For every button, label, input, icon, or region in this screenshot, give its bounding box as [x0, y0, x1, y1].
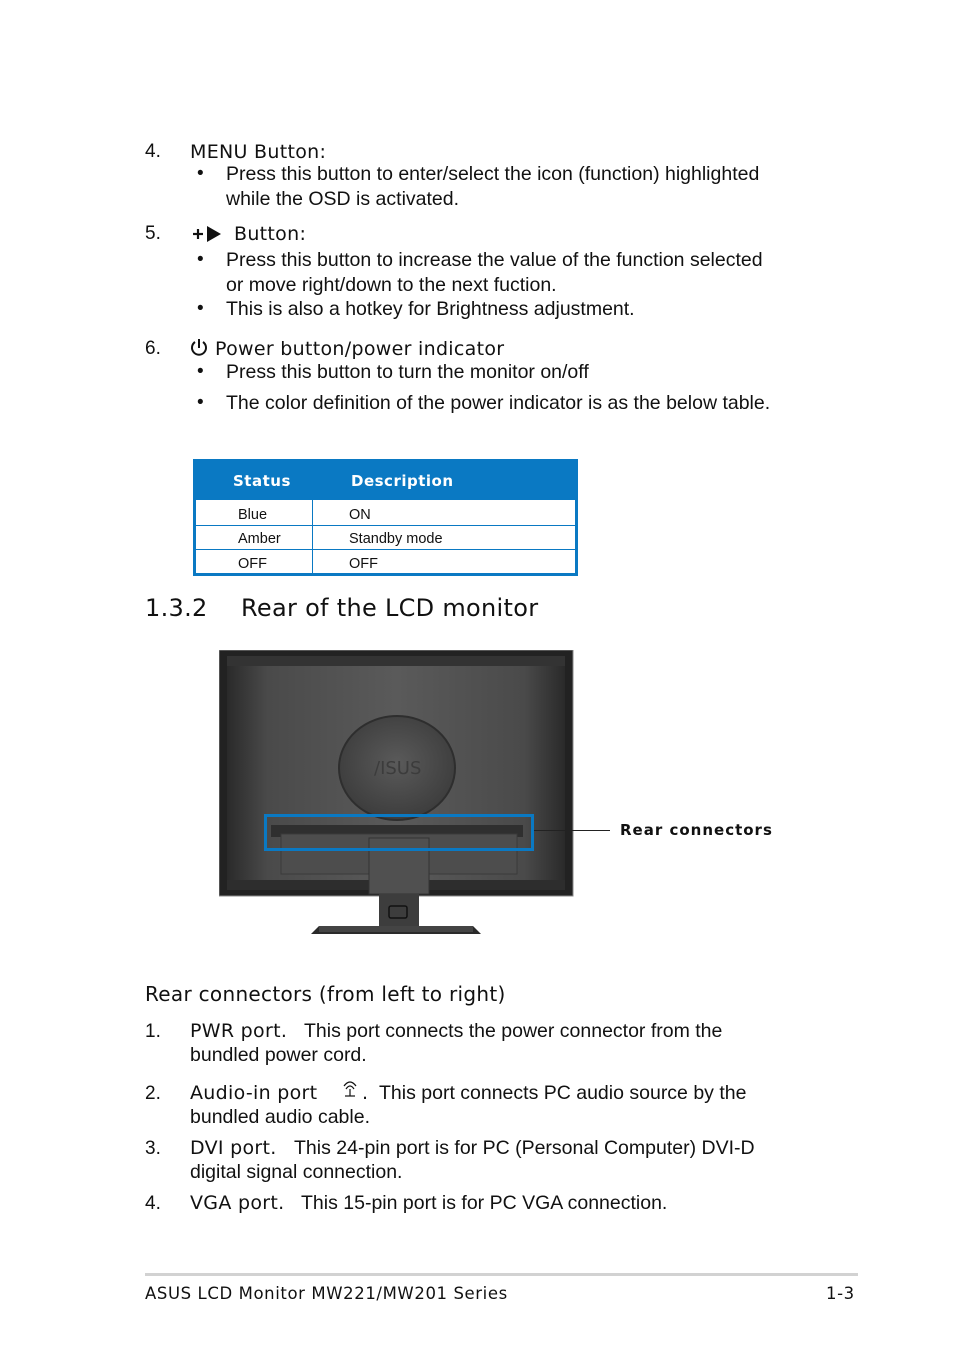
table-cell: Blue — [238, 507, 268, 523]
table-cell: OFF — [238, 556, 267, 572]
connector-name: DVI port. — [190, 1137, 277, 1159]
table-header-status: Status — [233, 472, 291, 490]
item-heading: Button: — [234, 223, 307, 245]
connector-name: VGA port. — [190, 1192, 285, 1214]
subsection-title: Rear connectors (from left to right) — [145, 982, 506, 1006]
table-divider — [312, 462, 313, 573]
bullet-text: while the OSD is activated. — [226, 188, 460, 210]
bullet-text: or move right/down to the next fuction. — [226, 274, 557, 296]
asus-logo: /ISUS — [374, 758, 422, 779]
item-number: 3. — [145, 1138, 161, 1159]
bullet-text: Press this button to turn the monitor on/off — [226, 361, 589, 383]
plus-arrow-icon — [190, 224, 230, 244]
table-cell: Amber — [238, 531, 281, 547]
bullet-dot: • — [197, 163, 204, 184]
table-cell: ON — [349, 507, 371, 523]
rear-connectors-highlight — [264, 814, 534, 851]
connector-name-suffix: . — [362, 1082, 369, 1104]
bullet-dot: • — [197, 361, 204, 382]
connector-desc: This port connects PC audio source by the — [379, 1082, 747, 1104]
connector-desc: This 15-pin port is for PC VGA connection. — [301, 1192, 668, 1214]
page-number: 1-3 — [826, 1284, 855, 1303]
item-number: 6. — [145, 338, 161, 359]
bullet-text: Press this button to enter/select the icon (function) highlighted — [226, 163, 760, 185]
connector-desc: bundled power cord. — [190, 1044, 367, 1066]
table-row-divider — [196, 525, 575, 526]
item-number: 2. — [145, 1083, 161, 1104]
table-header-description: Description — [351, 472, 454, 490]
connector-desc: bundled audio cable. — [190, 1106, 370, 1128]
section-number: 1.3.2 — [145, 594, 208, 622]
table-cell: OFF — [349, 556, 378, 572]
connector-name: Audio-in port — [190, 1082, 318, 1104]
connector-desc: digital signal connection. — [190, 1161, 403, 1183]
item-number: 4. — [145, 1193, 161, 1214]
item-heading: MENU Button: — [190, 141, 327, 163]
section-title: Rear of the LCD monitor — [241, 594, 539, 622]
item-number: 5. — [145, 223, 161, 244]
power-icon — [189, 337, 209, 359]
bullet-dot: • — [197, 249, 204, 270]
bullet-text: The color definition of the power indicator is as the below table. — [226, 392, 771, 414]
connector-desc: This 24-pin port is for PC (Personal Computer) DVI-D — [294, 1137, 755, 1159]
bullet-text: Press this button to increase the value of the function selected — [226, 249, 763, 271]
bullet-text: This is also a hotkey for Brightness adjustment. — [226, 298, 635, 320]
table-cell: Standby mode — [349, 531, 443, 547]
audio-icon — [339, 1077, 361, 1099]
item-number: 1. — [145, 1021, 161, 1042]
connector-desc: This port connects the power connector from the — [304, 1020, 723, 1042]
monitor-rear-image — [219, 650, 575, 936]
bullet-dot: • — [197, 392, 204, 413]
bullet-dot: • — [197, 298, 204, 319]
item-number: 4. — [145, 141, 161, 162]
callout-label: Rear connectors — [620, 821, 773, 839]
table-header — [196, 462, 575, 500]
footer-title: ASUS LCD Monitor MW221/MW201 Series — [145, 1284, 508, 1303]
power-indicator-table — [193, 459, 578, 576]
item-heading: Power button/power indicator — [215, 338, 505, 360]
connector-name: PWR port. — [190, 1020, 288, 1042]
callout-leader-line — [534, 830, 610, 831]
footer-rule — [145, 1273, 858, 1276]
table-row-divider — [196, 549, 575, 550]
